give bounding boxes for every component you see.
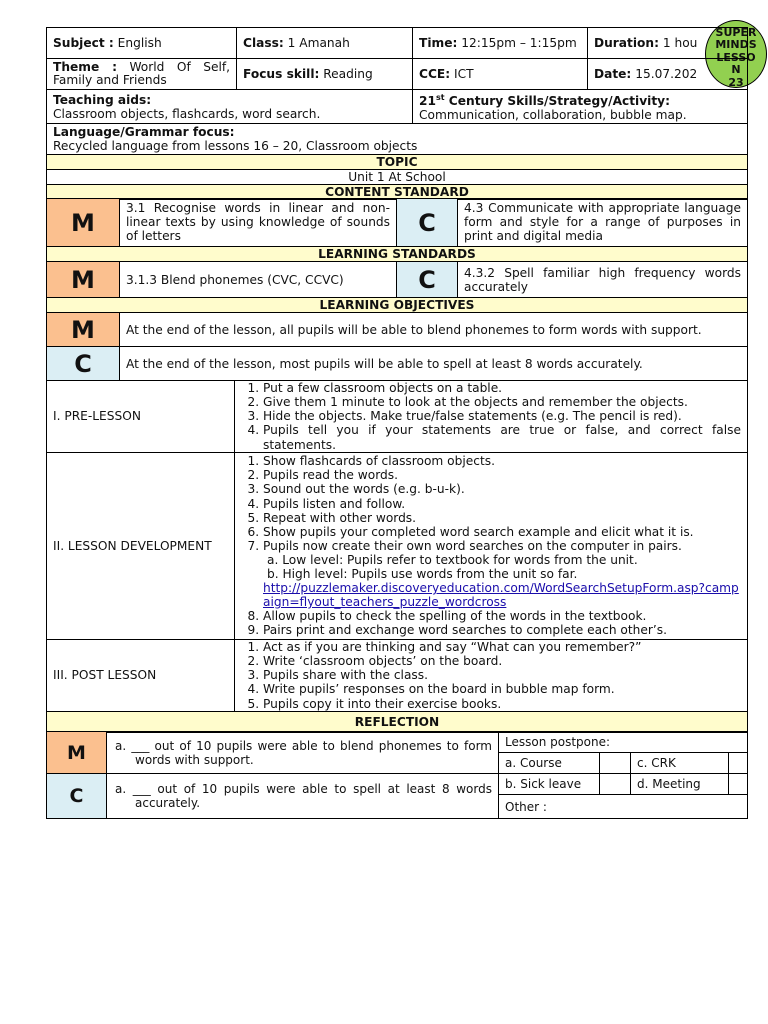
sick-leave-checkbox[interactable] [600, 774, 631, 795]
list-item: 7. Pupils now create their own word searches on the computer in pairs. a. Low level: Pupils refer to textbook for words from the unit. b. High level: Pupils use words from the unit so far. http://puzzlemaker.discoveryeducation.com/WordSearchSetupForm.asp?campaign=flyout_teachers_puzzle_wordcross [263, 539, 741, 609]
content-standard-heading: CONTENT STANDARD [47, 185, 748, 200]
theme-cell: Theme : World Of Self, Family and Friends [47, 59, 237, 90]
time-value: 12:15pm – 1:15pm [461, 36, 577, 50]
list-item: 4. Write pupils’ responses on the board in bubble map form. [263, 682, 741, 696]
reflection-m-text: a. ___ out of 10 pupils were able to blend phonemes to form words with support. [107, 732, 499, 774]
objective-m: At the end of the lesson, all pupils will be able to blend phonemes to form words with support. [120, 313, 748, 347]
list-item: 4. Pupils listen and follow. [263, 497, 741, 511]
course-checkbox[interactable] [600, 753, 631, 774]
reflection-c-text: a. ___ out of 10 pupils were able to spell at least 8 words accurately. [107, 774, 499, 819]
content-standard-c: 4.3 Communicate with appropriate language form and style for a range of purposes in print and digital media [458, 199, 748, 247]
learning-standards-heading: LEARNING STANDARDS [47, 247, 748, 262]
learning-objectives-heading: LEARNING OBJECTIVES [47, 298, 748, 313]
teaching-aids-cell [47, 90, 413, 124]
teaching-aids-value: Classroom objects, flashcards, word search. [53, 106, 321, 121]
list-item: 8. Allow pupils to check the spelling of the words in the textbook. [263, 609, 741, 623]
learning-standard-m: 3.1.3 Blend phonemes (CVC, CCVC) [120, 262, 397, 298]
list-item: 1. Show flashcards of classroom objects. [263, 454, 741, 468]
skills-value: Communication, collaboration, bubble map. [419, 107, 687, 122]
cce-cell: CCE: ICT [413, 59, 588, 90]
other-field[interactable]: Other : [499, 795, 748, 819]
class-value: 1 Amanah [287, 36, 350, 50]
m-marker: M [47, 313, 120, 347]
duration-value: 1 hou [662, 36, 698, 50]
duration-cell: Duration: 1 hou [588, 28, 748, 59]
date-cell: Date: 15.07.202 [588, 59, 748, 90]
list-item: 9. Pairs print and exchange word searches to complete each other’s. [263, 623, 741, 637]
skills-cell [413, 90, 748, 124]
badge-line: MINDS [715, 38, 757, 52]
c-marker: C [397, 262, 458, 298]
lesson-plan [46, 27, 747, 819]
subject-value: English [117, 36, 162, 50]
badge-line: SUPER [715, 26, 757, 39]
focus-cell: Focus skill: Reading [237, 59, 413, 90]
list-item: 5. Pupils copy it into their exercise books. [263, 697, 741, 711]
development-label: II. LESSON DEVELOPMENT [47, 452, 235, 639]
puzzlemaker-link[interactable]: http://puzzlemaker.discoveryeducation.com/WordSearchSetupForm.asp?campaign=flyout_teachers_puzzle_wordcross [263, 581, 739, 610]
c-marker: C [47, 347, 120, 381]
list-item: 6. Show pupils your completed word search example and elicit what it is. [263, 525, 741, 539]
objective-c: At the end of the lesson, most pupils will be able to spell at least 8 words accurately. [120, 347, 748, 381]
list-item: 3. Pupils share with the class. [263, 668, 741, 682]
crk-checkbox[interactable] [729, 753, 748, 774]
lesson-postpone-label: Lesson postpone: [499, 732, 748, 753]
badge-line: 23 [728, 75, 744, 89]
header-table [46, 27, 748, 200]
list-item: 4. Pupils tell you if your statements are true or false, and correct false statements. [263, 423, 741, 451]
time-cell: Time: 12:15pm – 1:15pm [413, 28, 588, 59]
list-item: 2. Write ‘classroom objects’ on the board. [263, 654, 741, 668]
focus-value: Reading [323, 67, 373, 81]
pre-lesson-label: I. PRE-LESSON [47, 380, 235, 452]
badge-line: N [731, 63, 741, 77]
sick-leave-option: b. Sick leave [499, 774, 600, 795]
content-standard-m: 3.1 Recognise words in linear and non-linear texts by using knowledge of sounds of letters [120, 199, 397, 247]
list-item: 1. Act as if you are thinking and say “What can you remember?” [263, 640, 741, 654]
list-item: 5. Repeat with other words. [263, 511, 741, 525]
reflection-table [46, 731, 748, 819]
m-marker: M [47, 199, 120, 247]
course-option: a. Course [499, 753, 600, 774]
list-item: 2. Give them 1 minute to look at the objects and remember the objects. [263, 395, 741, 409]
grammar-cell [47, 124, 748, 155]
grammar-label: Language/Grammar focus: [53, 125, 235, 140]
sub-item-high: b. High level: Pupils use words from the unit so far. [267, 567, 578, 582]
theme-value: World Of Self, Family and Friends [53, 60, 230, 87]
post-lesson-steps [235, 639, 748, 711]
list-item: 3. Sound out the words (e.g. b-u-k). [263, 482, 741, 496]
topic-value: Unit 1 At School [47, 170, 748, 185]
meeting-checkbox[interactable] [729, 774, 748, 795]
teaching-aids-label: Teaching aids: [53, 92, 152, 107]
learning-standard-c: 4.3.2 Spell familiar high frequency words accurately [458, 262, 748, 298]
reflection-heading: REFLECTION [47, 711, 748, 732]
badge-line: LESSO [716, 50, 756, 64]
sub-item-low: a. Low level: Pupils refer to textbook for words from the unit. [267, 552, 638, 567]
c-marker: C [47, 774, 107, 819]
meeting-option: d. Meeting [631, 774, 729, 795]
grammar-value: Recycled language from lessons 16 – 20, Classroom objects [53, 139, 418, 154]
pre-lesson-steps [235, 380, 748, 452]
development-steps [235, 452, 748, 639]
topic-heading: TOPIC [47, 155, 748, 170]
crk-option: c. CRK [631, 753, 729, 774]
date-value: 15.07.202 [635, 67, 698, 81]
m-marker: M [47, 262, 120, 298]
skills-label: 21st Century Skills/Strategy/Activity: [419, 93, 670, 109]
subject-cell: Subject : English [47, 28, 237, 59]
c-marker: C [397, 199, 458, 247]
cce-value: ICT [453, 67, 474, 81]
lesson-stages-table [46, 380, 748, 733]
content-standard-table [46, 198, 748, 381]
list-item: 2. Pupils read the words. [263, 468, 741, 482]
m-marker: M [47, 732, 107, 774]
list-item: 1. Put a few classroom objects on a table. [263, 381, 741, 395]
class-cell: Class: 1 Amanah [237, 28, 413, 59]
post-lesson-label: III. POST LESSON [47, 639, 235, 711]
list-item: 3. Hide the objects. Make true/false statements (e.g. The pencil is red). [263, 409, 741, 423]
